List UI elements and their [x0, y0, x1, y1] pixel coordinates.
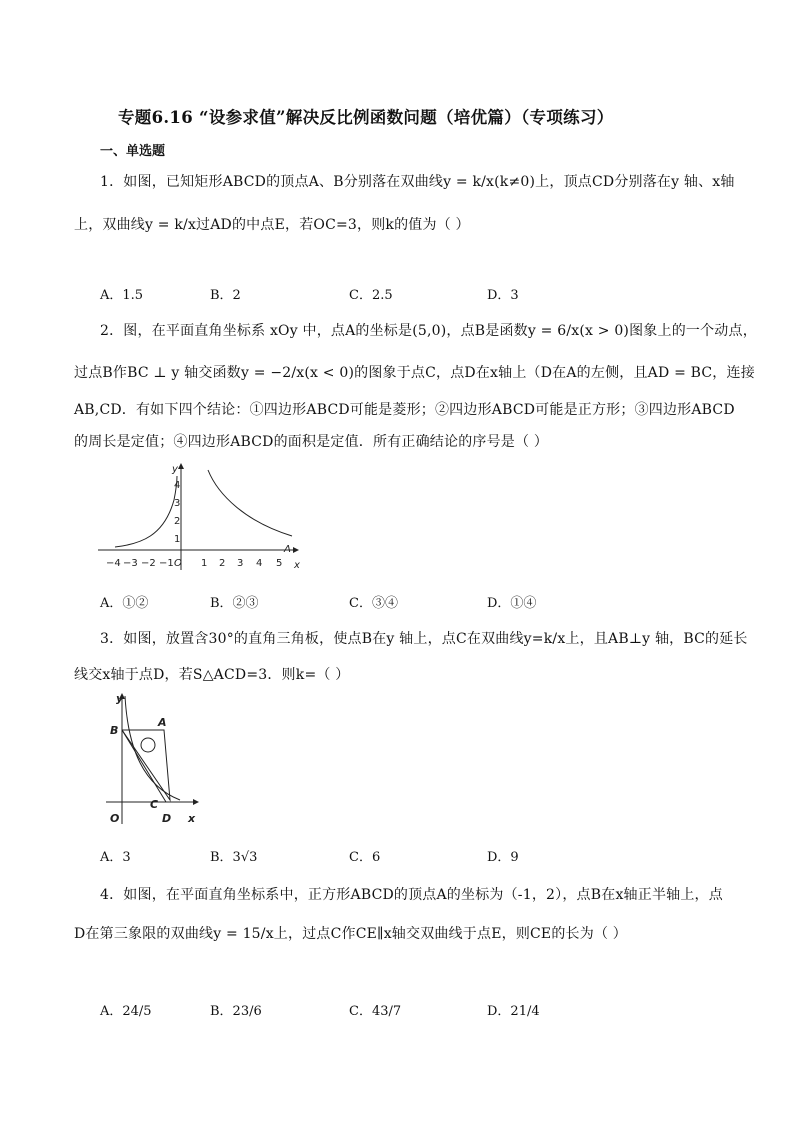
- q1-option-a[interactable]: A．1.5: [100, 288, 144, 303]
- q1-option-d[interactable]: D．3: [487, 288, 519, 303]
- q2-line4: 的周长是定值；④四边形ABCD的面积是定值．所有正确结论的序号是（ ）: [74, 434, 549, 450]
- q3-option-a[interactable]: A．3: [100, 850, 131, 865]
- line-bd: [122, 730, 166, 802]
- q2-option-a[interactable]: A．①②: [100, 596, 149, 611]
- q4-line2: D在第三象限的双曲线y = 15/x上，过点C作CE∥x轴交双曲线于点E，则CE的长为（ ）: [74, 926, 627, 942]
- y-tick-4: 4: [174, 480, 181, 491]
- q1-line1: 1．如图，已知矩形ABCD的顶点A、B分别落在双曲线y = k/x(k≠0)上，顶点CD分别落在y 轴、x轴: [100, 174, 735, 190]
- origin-label: O: [110, 812, 120, 825]
- q2-option-d[interactable]: D．①④: [487, 596, 537, 611]
- x-tick-neg3: −3: [123, 558, 138, 569]
- q2-line1: 2．图，在平面直角坐标系 xOy 中，点A的坐标是(5,0)，点B是函数y = 6/x(x > 0)图象上的一个动点，: [100, 323, 757, 339]
- q2-option-c[interactable]: C．③④: [349, 596, 398, 611]
- q1-option-b[interactable]: B．2: [210, 288, 241, 303]
- point-a-label: A: [284, 544, 291, 555]
- y-axis-label: y: [116, 692, 124, 705]
- q1-option-c[interactable]: C．2.5: [349, 288, 393, 303]
- x-axis-label: x: [188, 812, 196, 825]
- point-b-label: B: [110, 724, 119, 737]
- q3-option-b[interactable]: B．3√3: [210, 850, 258, 865]
- q3-line1: 3．如图，放置含30°的直角三角板，使点B在y 轴上，点C在双曲线y=k/x上，且AB⊥y 轴，BC的延长: [100, 631, 748, 647]
- x-tick-4: 4: [256, 558, 263, 569]
- page-title: 专题6.16 “设参求值”解决反比例函数问题（培优篇）（专项练习）: [118, 108, 614, 127]
- x-tick-2: 2: [219, 558, 226, 569]
- q4-option-c[interactable]: C．43/7: [349, 1004, 402, 1019]
- section-heading: 一、单选题: [100, 144, 166, 159]
- q4-line1: 4．如图，在平面直角坐标系中，正方形ABCD的顶点A的坐标为（-1，2），点B在x轴正半轴上，点: [100, 887, 723, 903]
- triangle-hole: [141, 738, 155, 752]
- y-tick-3: 3: [174, 498, 181, 509]
- y-axis-label: y: [172, 464, 178, 475]
- q4-option-b[interactable]: B．23/6: [210, 1004, 262, 1019]
- point-c-label: C: [150, 798, 159, 811]
- point-a-label: A: [158, 716, 167, 729]
- x-tick-neg1: −1: [159, 558, 174, 569]
- y-tick-2: 2: [174, 516, 181, 527]
- y-tick-1: 1: [174, 534, 181, 545]
- right-branch-curve: [208, 470, 292, 536]
- left-branch-curve: [115, 476, 177, 547]
- point-d-label: D: [162, 812, 172, 825]
- x-tick-neg2: −2: [141, 558, 156, 569]
- q2-line3: AB,CD．有如下四个结论：①四边形ABCD可能是菱形；②四边形ABCD可能是正方形；③四边形ABCD: [74, 402, 735, 418]
- q2-option-b[interactable]: B．②③: [210, 596, 259, 611]
- q3-line2: 线交x轴于点D，若S△ACD=3．则k=（ ）: [74, 667, 350, 683]
- q3-option-c[interactable]: C．6: [349, 850, 381, 865]
- x-tick-5: 5: [276, 558, 283, 569]
- q2-line2: 过点B作BC ⊥ y 轴交函数y = −2/x(x < 0)的图象于点C，点D在x轴上（D在A的左侧，且AD = BC，连接: [74, 365, 755, 381]
- q4-option-a[interactable]: A．24/5: [100, 1004, 152, 1019]
- x-tick-3: 3: [237, 558, 244, 569]
- right-triangle: [122, 730, 170, 800]
- q3-option-d[interactable]: D．9: [487, 850, 519, 865]
- q3-triangle-figure: [104, 690, 204, 830]
- q1-line2: 上，双曲线y = k/x过AD的中点E，若OC=3，则k的值为（ ）: [74, 217, 470, 233]
- x-tick-neg4: −4: [106, 558, 121, 569]
- origin-label: O: [174, 558, 182, 569]
- q4-option-d[interactable]: D．21/4: [487, 1004, 540, 1019]
- q2-hyperbola-figure: [96, 460, 306, 574]
- x-axis-label: x: [294, 560, 300, 571]
- x-tick-1: 1: [201, 558, 208, 569]
